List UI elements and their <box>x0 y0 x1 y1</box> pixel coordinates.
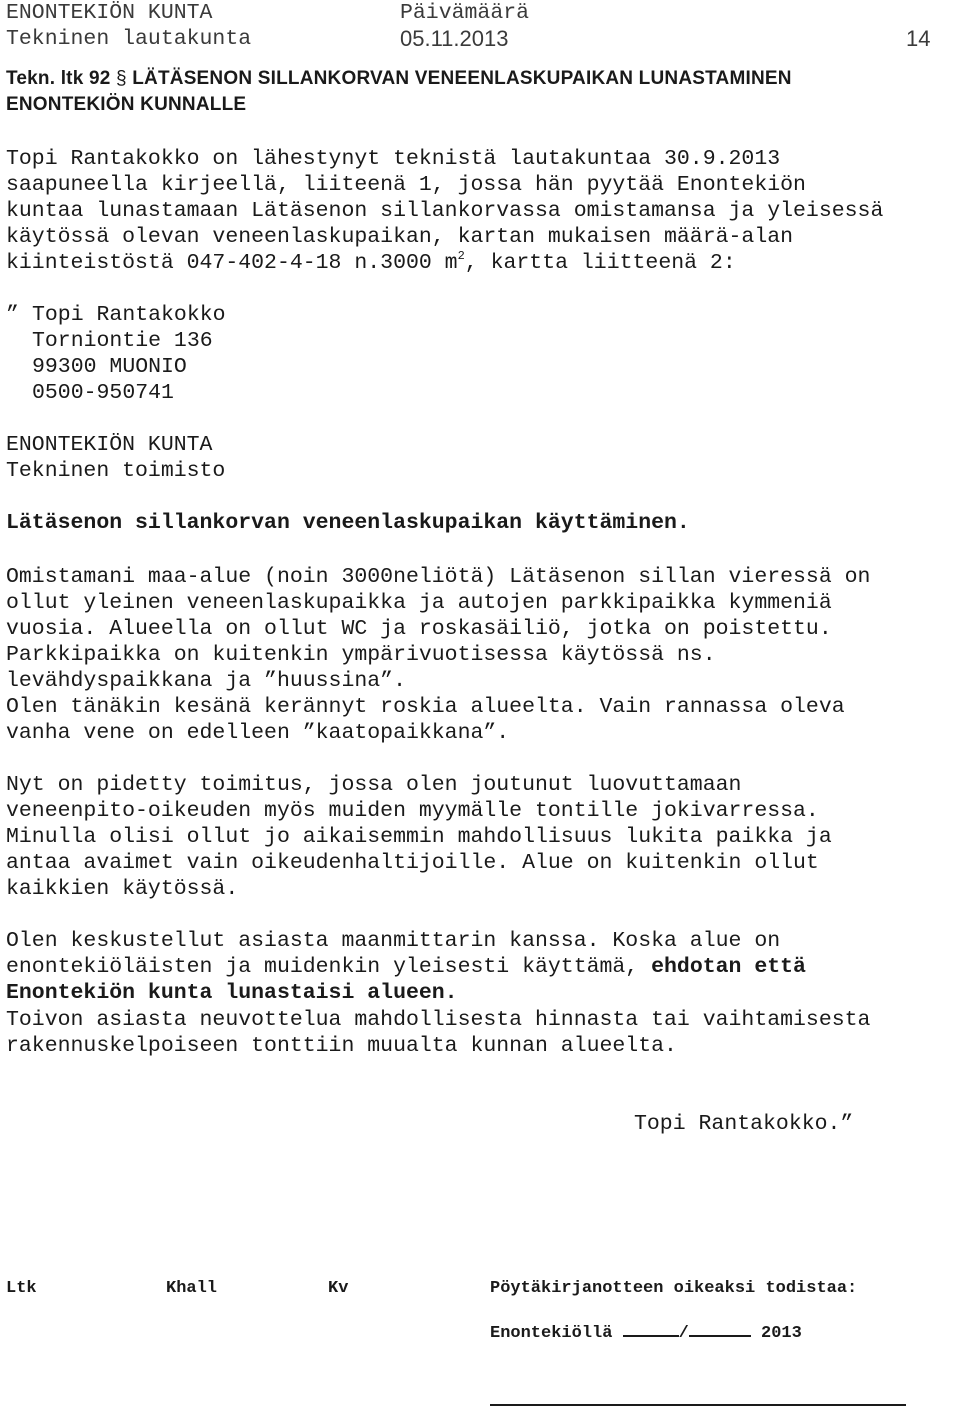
p2-line-1: Nyt on pidetty toimitus, jossa olen joutunut luovuttamaan <box>6 773 742 797</box>
sender-postal: 99300 MUONIO <box>32 355 187 379</box>
p1-line-4: Parkkipaikka on kuitenkin ympärivuotisessa käytössä ns. <box>6 643 716 667</box>
section-sign-icon: § <box>115 68 127 89</box>
p1-line-3: vuosia. Alueella on ollut WC ja roskasäiliö, jotka on poistettu. <box>6 617 832 641</box>
footer-certify: Pöytäkirjanotteen oikeaksi todistaa: <box>490 1279 858 1298</box>
recipient-org: ENONTEKIÖN KUNTA <box>6 433 213 457</box>
intro-line-2: saapuneella kirjeellä, liiteenä 1, jossa hän pyytää Enontekiön <box>6 173 806 197</box>
header-row-2 <box>6 26 931 52</box>
sender-street: Torniontie 136 <box>32 329 213 353</box>
date-label: Päivämäärä <box>400 1 530 25</box>
committee-name: Tekninen lautakunta <box>6 27 252 51</box>
p3-line-1: Olen keskustellut asiasta maanmittarin kanssa. Koska alue on <box>6 929 781 953</box>
p3-line-2 <box>6 954 806 980</box>
letter-quote-open: ” <box>6 303 19 327</box>
footer-kv: Kv <box>328 1279 349 1298</box>
signature-line <box>490 1404 906 1406</box>
item-title-text: LÄTÄSENON SILLANKORVAN VENEENLASKUPAIKAN LUNASTAMINEN <box>132 68 792 89</box>
p1-line-6: Olen tänäkin kesänä kerännyt roskia alueelta. Vain rannassa oleva <box>6 695 845 719</box>
footer-year: 2013 <box>761 1324 802 1343</box>
sender-phone: 0500-950741 <box>32 381 174 405</box>
intro-line-5-text: kiinteistöstä 047-402-4-18 n.3000 m <box>6 251 458 275</box>
p3-line-4: Toivon asiasta neuvottelua mahdollisesta hinnasta tai vaihtamisesta <box>6 1008 871 1032</box>
p1-line-7: vanha vene on edelleen ”kaatopaikkana”. <box>6 721 510 745</box>
page-number: 14 <box>906 26 931 51</box>
intro-line-3: kuntaa lunastamaan Lätäsenon sillankorvassa omistamansa ja yleisessä <box>6 199 884 223</box>
intro-line-1: Topi Rantakokko on lähestynyt teknistä lautakuntaa 30.9.2013 <box>6 147 781 171</box>
p2-line-3: Minulla olisi ollut jo aikaisemmin mahdollisuus lukita paikka ja <box>6 825 832 849</box>
p3-line-5: rakennuskelpoiseen tonttiin muualta kunnan alueelta. <box>6 1034 677 1058</box>
p3-line-2-text: enontekiöläisten ja muidenkin yleisesti käyttämä, <box>6 955 652 979</box>
item-title-line-1 <box>6 66 792 92</box>
p2-line-2: veneenpito-oikeuden myös muiden myymälle tontille jokivarressa. <box>6 799 819 823</box>
footer-slash: / <box>678 1324 689 1343</box>
p2-line-5: kaikkien käytössä. <box>6 877 239 901</box>
item-title-prefix: Tekn. ltk 92 <box>6 68 111 89</box>
footer-place-line <box>490 1321 802 1345</box>
footer-place: Enontekiöllä <box>490 1324 613 1343</box>
municipality-name: ENONTEKIÖN KUNTA <box>6 1 213 25</box>
p2-line-4: antaa avaimet vain oikeudenhaltijoille. Alue on kuitenkin ollut <box>6 851 819 875</box>
day-blank <box>623 1321 679 1337</box>
p3-line-2-bold: ehdotan että <box>651 955 806 979</box>
item-title-line-2: ENONTEKIÖN KUNNALLE <box>6 94 247 115</box>
footer-khall: Khall <box>166 1279 218 1298</box>
superscript-2: 2 <box>457 249 465 263</box>
header-row-1 <box>6 0 530 26</box>
footer-ltk: Ltk <box>6 1279 37 1298</box>
p1-line-2: ollut yleinen veneenlaskupaikka ja autojen parkkipaikka kymmeniä <box>6 591 832 615</box>
intro-line-5 <box>6 250 736 276</box>
letter-signature: Topi Rantakokko.” <box>634 1112 854 1136</box>
letter-subject: Lätäsenon sillankorvan veneenlaskupaikan käyttäminen. <box>6 511 690 535</box>
p3-line-3-bold: Enontekiön kunta lunastaisi alueen. <box>6 981 458 1005</box>
intro-line-4: käytössä olevan veneenlaskupaikan, kartan mukaisen määrä-alan <box>6 225 794 249</box>
sender-name: Topi Rantakokko <box>32 303 226 327</box>
month-blank <box>689 1321 751 1337</box>
recipient-dept: Tekninen toimisto <box>6 459 226 483</box>
intro-line-5-tail: , kartta liitteenä 2: <box>464 251 736 275</box>
meeting-date: 05.11.2013 <box>400 26 509 51</box>
p1-line-1: Omistamani maa-alue (noin 3000neliötä) Lätäsenon sillan vieressä on <box>6 565 871 589</box>
p1-line-5: levähdyspaikkana ja ”huussina”. <box>6 669 406 693</box>
